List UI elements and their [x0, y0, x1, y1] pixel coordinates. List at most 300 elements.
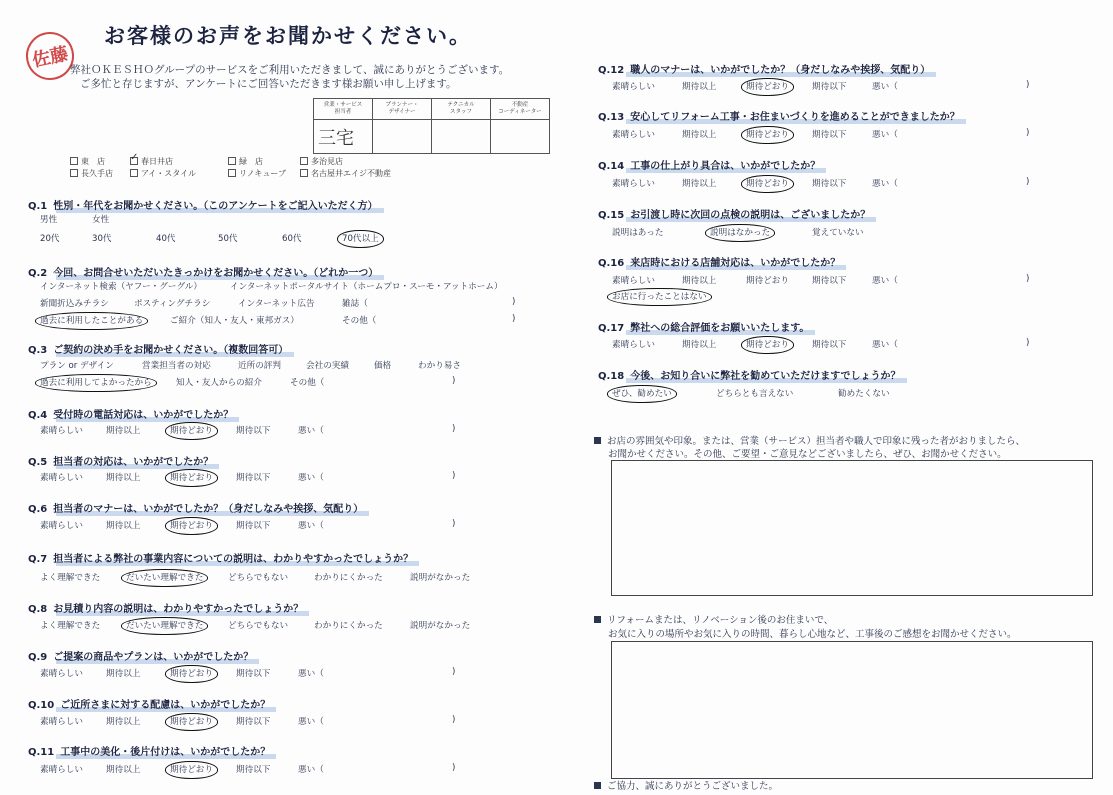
- answer-label: ): [1026, 128, 1030, 138]
- store-label: 名古屋井エイジ不動産: [311, 169, 391, 178]
- answer-option[interactable]: [682, 80, 716, 92]
- answer-label: 期待以下: [236, 426, 271, 436]
- hand-drawn-circle-icon: [165, 665, 218, 683]
- answer-label: ): [512, 297, 516, 307]
- answer-option[interactable]: [228, 619, 288, 631]
- store-label: リノキューブ: [239, 169, 286, 178]
- answer-option[interactable]: [682, 338, 716, 350]
- answer-label: 20代: [40, 234, 60, 244]
- answer-label: 新聞折込みチラシ: [40, 299, 109, 309]
- question-number: Q.13: [598, 112, 625, 123]
- answer-option[interactable]: [290, 376, 324, 388]
- staff-header-sales: 営業・サービス 担当者: [314, 99, 373, 120]
- answer-label: 期待以下: [236, 717, 271, 727]
- staff-value-technical[interactable]: [432, 120, 491, 154]
- store-checkbox[interactable]: [130, 152, 173, 167]
- answer-label: 悪い（: [872, 340, 898, 350]
- question-title: [598, 206, 870, 221]
- comment-box-1[interactable]: [611, 460, 1093, 596]
- answer-label: ): [1026, 338, 1030, 348]
- answer-label: 説明はなかった: [710, 228, 770, 238]
- answer-label: 素晴らしい: [40, 426, 83, 436]
- answer-option: [512, 297, 515, 307]
- answer-label: 期待以下: [236, 765, 271, 775]
- answer-option[interactable]: [218, 232, 238, 244]
- answer-option: [1026, 338, 1029, 348]
- hand-drawn-circle-icon: [741, 336, 794, 354]
- answer-label: どちらでもない: [228, 573, 289, 583]
- question-number: Q.5: [28, 457, 48, 468]
- hand-drawn-circle-icon: [35, 312, 148, 330]
- answer-option-selected[interactable]: [746, 80, 789, 92]
- question-title: [28, 406, 233, 421]
- answer-option[interactable]: [40, 519, 83, 531]
- answer-option[interactable]: [314, 619, 383, 631]
- answer-label: 期待以上: [106, 473, 141, 483]
- store-label: 東 店: [81, 157, 105, 166]
- answer-label: 説明はあった: [612, 228, 664, 238]
- question-number: Q.16: [598, 258, 625, 269]
- answer-label: ): [452, 424, 456, 434]
- comment-section-1-heading: [594, 433, 1025, 447]
- hand-drawn-circle-icon: [165, 422, 218, 440]
- answer-label: 説明がなかった: [410, 573, 471, 583]
- answer-option[interactable]: [612, 338, 655, 350]
- answer-label: 期待以上: [682, 276, 717, 286]
- answer-option-selected[interactable]: [170, 424, 213, 436]
- answer-option[interactable]: [236, 424, 270, 436]
- answer-label: 期待以上: [106, 669, 141, 679]
- answer-option[interactable]: [612, 226, 663, 238]
- answer-label: わかりにくかった: [314, 573, 383, 583]
- answer-option[interactable]: [236, 519, 270, 531]
- answer-label: 期待どおり: [170, 717, 213, 727]
- hand-drawn-circle-icon: [607, 288, 712, 306]
- answer-label: ): [452, 667, 456, 677]
- answer-label: 期待以下: [812, 82, 847, 92]
- question-title: [28, 453, 213, 468]
- intro-line-1: 弊社ＯＫＥＳＨＯグループのサービスをご利用いただきまして、誠にありがとうございます。: [70, 64, 510, 76]
- answer-option[interactable]: [40, 619, 100, 631]
- question-number: Q.17: [598, 323, 625, 334]
- answer-label: 営業担当者の対応: [142, 361, 211, 371]
- answer-label: 期待以上: [682, 82, 717, 92]
- answer-option[interactable]: [410, 619, 470, 631]
- answer-option[interactable]: [106, 763, 140, 775]
- answer-option[interactable]: [238, 359, 281, 371]
- question-text: 工事中の美化・後片付けは、いかがでしたか？: [60, 747, 271, 758]
- answer-label: 近所の評判: [238, 361, 281, 371]
- answer-option[interactable]: [306, 359, 349, 371]
- answer-option[interactable]: [872, 128, 898, 140]
- square-bullet-icon: [594, 782, 601, 789]
- checkbox-icon: [228, 169, 236, 177]
- checkbox-icon: [70, 169, 78, 177]
- answer-label: 悪い（: [298, 521, 324, 531]
- answer-option[interactable]: [410, 571, 470, 583]
- answer-label: 悪い（: [298, 717, 324, 727]
- answer-label: ぜひ、勧めたい: [612, 389, 672, 399]
- question-number: Q.8: [28, 604, 48, 615]
- answer-label: どちらでもない: [228, 621, 289, 631]
- question-text: ご提案の商品やプランは、いかがでしたか？: [53, 652, 254, 663]
- answer-option[interactable]: [40, 213, 57, 225]
- question-title: [28, 550, 413, 565]
- answer-label: よく理解できた: [40, 573, 101, 583]
- answer-label: 雑誌（: [342, 299, 368, 309]
- answer-label: 期待以下: [812, 276, 847, 286]
- answer-label: 素晴らしい: [40, 765, 83, 775]
- checkbox-icon: [70, 157, 78, 165]
- answer-option-selected[interactable]: [126, 571, 203, 583]
- answer-option[interactable]: [298, 471, 324, 483]
- hand-drawn-circle-icon: [35, 374, 157, 392]
- answer-option[interactable]: [418, 359, 461, 371]
- answer-label: 素晴らしい: [40, 521, 83, 531]
- answer-option[interactable]: [142, 359, 211, 371]
- answer-label: 悪い（: [298, 473, 324, 483]
- question-text: 今回、お問合せいただいたきっかけをお聞かせください。（どれか一つ）: [53, 268, 379, 279]
- answer-label: 素晴らしい: [40, 669, 83, 679]
- answer-label: 期待以上: [682, 340, 717, 350]
- answer-label: 素晴らしい: [40, 717, 83, 727]
- answer-option[interactable]: [176, 376, 262, 388]
- answer-option[interactable]: [40, 571, 100, 583]
- answer-label: 悪い（: [298, 669, 324, 679]
- store-checkbox[interactable]: [70, 168, 113, 179]
- answer-label: 期待以上: [106, 426, 141, 436]
- answer-option[interactable]: [872, 274, 898, 286]
- staff-value-realestate[interactable]: [491, 120, 550, 154]
- answer-label: 60代: [282, 234, 302, 244]
- store-checkbox[interactable]: [300, 168, 391, 179]
- answer-option[interactable]: [812, 226, 864, 238]
- answer-option[interactable]: [612, 128, 655, 140]
- answer-option-selected[interactable]: [746, 177, 789, 189]
- answer-label: 会社の実績: [306, 361, 349, 371]
- answer-label: 期待どおり: [170, 426, 213, 436]
- question-number: Q.6: [28, 504, 48, 515]
- answer-option[interactable]: [812, 128, 846, 140]
- answer-option: [512, 314, 515, 324]
- staff-header-technical: テクニカル スタッフ: [432, 99, 491, 120]
- answer-option[interactable]: [236, 763, 270, 775]
- hand-drawn-circle-icon: [165, 761, 218, 779]
- answer-label: ): [1026, 177, 1030, 187]
- answer-label: 素晴らしい: [612, 276, 655, 286]
- hand-drawn-circle-icon: [121, 569, 208, 587]
- answer-label: 期待以上: [682, 130, 717, 140]
- answer-option-selected[interactable]: [746, 338, 789, 350]
- answer-option-selected[interactable]: [40, 314, 143, 326]
- answer-option[interactable]: [282, 232, 302, 244]
- answer-option[interactable]: [612, 177, 655, 189]
- answer-option[interactable]: [342, 314, 376, 326]
- question-text: 受付時の電話対応は、いかがでしたか？: [53, 410, 234, 421]
- answer-option[interactable]: [612, 80, 655, 92]
- answer-label: ): [1026, 274, 1030, 284]
- answer-label: 50代: [218, 234, 238, 244]
- answer-label: 30代: [92, 234, 112, 244]
- answer-option[interactable]: [134, 297, 210, 309]
- store-label: 緑 店: [239, 157, 263, 166]
- answer-label: 期待以上: [106, 765, 141, 775]
- answer-label: 過去に利用してよかったから: [40, 378, 152, 388]
- comment-2-line-2: お気に入りの場所やお気に入りの時間、暮らし心地など、工事後のご感想をお聞かせください。: [608, 629, 1017, 640]
- question-text: 今後、お知り合いに弊社を勧めていただけますでしょうか？: [630, 371, 901, 382]
- answer-label: インターネット広告: [238, 299, 315, 309]
- answer-option[interactable]: [812, 338, 846, 350]
- answer-option-selected[interactable]: [170, 667, 213, 679]
- answer-label: 素晴らしい: [612, 340, 655, 350]
- answer-label: だいたい理解できた: [126, 621, 203, 631]
- answer-label: 期待どおり: [170, 473, 213, 483]
- question-title: [598, 319, 809, 334]
- store-label: 春日井店: [141, 157, 173, 166]
- answer-option[interactable]: [682, 274, 716, 286]
- answer-option[interactable]: [812, 80, 846, 92]
- answer-option-selected[interactable]: [746, 128, 789, 140]
- answer-option[interactable]: [298, 519, 324, 531]
- answer-option[interactable]: [812, 177, 846, 189]
- question-text: 工事の仕上がり具合は、いかがでしたか？: [630, 161, 821, 172]
- comment-section-2-heading: [594, 612, 833, 626]
- hand-drawn-circle-icon: [741, 126, 794, 144]
- answer-option[interactable]: [92, 213, 109, 225]
- answer-label: ): [452, 376, 456, 386]
- answer-label: 期待どおり: [170, 669, 213, 679]
- store-checkbox[interactable]: [228, 168, 286, 179]
- question-number: Q.4: [28, 410, 48, 421]
- staff-value-sales[interactable]: 三宅: [314, 120, 373, 154]
- answer-option-selected[interactable]: [170, 471, 213, 483]
- answer-option[interactable]: [92, 232, 112, 244]
- hand-drawn-circle-icon: [121, 617, 208, 635]
- answer-label: 説明がなかった: [410, 621, 471, 631]
- answer-label: 期待どおり: [746, 82, 789, 92]
- answer-option[interactable]: [106, 424, 140, 436]
- answer-label: 悪い（: [298, 765, 324, 775]
- staff-value-planner[interactable]: [373, 120, 432, 154]
- question-title: [28, 600, 303, 615]
- question-title: [598, 157, 820, 172]
- answer-label: 期待以下: [812, 340, 847, 350]
- hand-drawn-circle-icon: [607, 385, 677, 403]
- answer-option[interactable]: [872, 338, 898, 350]
- answer-label: ご紹介（知人・友人・東邦ガス）: [170, 316, 299, 326]
- answer-label: ): [1026, 80, 1030, 90]
- answer-option: [452, 763, 455, 773]
- answer-option: [1026, 274, 1029, 284]
- answer-option[interactable]: [342, 297, 368, 309]
- question-number: Q.14: [598, 161, 625, 172]
- answer-label: 悪い（: [872, 276, 898, 286]
- answer-label: ): [452, 763, 456, 773]
- answer-option[interactable]: [298, 763, 324, 775]
- question-title: [28, 264, 378, 279]
- staff-header-planner: プランナー・ デザイナー: [373, 99, 432, 120]
- answer-option[interactable]: [812, 274, 846, 286]
- square-bullet-icon: [594, 437, 601, 444]
- answer-option-selected[interactable]: [612, 290, 707, 302]
- answer-option-selected[interactable]: [342, 232, 379, 244]
- answer-label: 悪い（: [872, 82, 898, 92]
- answer-option[interactable]: [40, 232, 60, 244]
- answer-label: よく理解できた: [40, 621, 101, 631]
- answer-option-selected[interactable]: [170, 763, 213, 775]
- staff-table: [313, 98, 550, 154]
- answer-option[interactable]: [106, 715, 140, 727]
- page-title: お客様のお声をお聞かせください。: [104, 24, 472, 48]
- answer-option: [452, 471, 455, 481]
- answer-option-selected[interactable]: [126, 619, 203, 631]
- answer-option[interactable]: [228, 571, 288, 583]
- question-number: Q.7: [28, 554, 48, 565]
- answer-option-selected[interactable]: [612, 387, 672, 399]
- answer-option[interactable]: [612, 274, 655, 286]
- hand-drawn-circle-icon: [165, 469, 218, 487]
- store-checkbox[interactable]: [130, 168, 196, 179]
- answer-option[interactable]: [682, 128, 716, 140]
- answer-label: だいたい理解できた: [126, 573, 203, 583]
- answer-label: どちらとも言えない: [716, 389, 794, 399]
- answer-option-selected[interactable]: [170, 519, 213, 531]
- answer-option[interactable]: [106, 471, 140, 483]
- answer-option[interactable]: [230, 280, 503, 292]
- hand-drawn-circle-icon: [741, 175, 794, 193]
- staff-header-realestate: 不動産 コーディネーター: [491, 99, 550, 120]
- comment-box-2[interactable]: [611, 641, 1093, 779]
- answer-option[interactable]: [746, 274, 789, 286]
- answer-label: 素晴らしい: [612, 179, 655, 189]
- answer-option[interactable]: [236, 471, 270, 483]
- answer-option: [1026, 128, 1029, 138]
- store-checkbox[interactable]: [300, 156, 343, 167]
- question-title: [28, 696, 270, 711]
- answer-option[interactable]: [838, 387, 890, 399]
- checkbox-icon: [300, 169, 308, 177]
- question-text: ご近所さまに対する配慮は、いかがでしたか？: [60, 700, 271, 711]
- question-text: お引渡し時に次回の点検の説明は、ございましたか？: [630, 210, 871, 221]
- answer-option-selected[interactable]: [170, 715, 213, 727]
- answer-option[interactable]: [106, 519, 140, 531]
- answer-option[interactable]: [40, 763, 83, 775]
- question-number: Q.10: [28, 700, 55, 711]
- hand-drawn-circle-icon: [165, 713, 218, 731]
- question-text: 来店時における店舗対応は、いかがでしたか？: [630, 258, 841, 269]
- question-number: Q.18: [598, 371, 625, 382]
- check-mark-icon: ✓: [130, 152, 139, 163]
- answer-option[interactable]: [40, 667, 83, 679]
- answer-label: 素晴らしい: [40, 473, 83, 483]
- answer-label: ): [452, 715, 456, 725]
- question-title: [28, 648, 253, 663]
- question-text: 担当者による弊社の事業内容についての説明は、わかりやすかったでしょうか？: [53, 554, 414, 565]
- question-number: Q.12: [598, 65, 625, 76]
- answer-option[interactable]: [40, 424, 83, 436]
- answer-label: 期待以下: [812, 130, 847, 140]
- answer-option: [452, 519, 455, 529]
- answer-option[interactable]: [40, 715, 83, 727]
- answer-option[interactable]: [872, 80, 898, 92]
- answer-label: 期待以下: [236, 521, 271, 531]
- question-title: [28, 743, 270, 758]
- store-checkbox[interactable]: [70, 156, 105, 167]
- checkbox-icon: [130, 169, 138, 177]
- answer-label: 過去に利用したことがある: [40, 316, 143, 326]
- answer-option[interactable]: [374, 359, 391, 371]
- answer-option[interactable]: [170, 314, 299, 326]
- question-number: Q.15: [598, 210, 625, 221]
- answer-label: 素晴らしい: [612, 82, 655, 92]
- answer-label: 女性: [92, 215, 110, 225]
- answer-label: 40代: [156, 234, 176, 244]
- answer-option-selected[interactable]: [40, 376, 152, 388]
- answer-option[interactable]: [236, 715, 270, 727]
- question-text: 担当者の対応は、いかがでしたか？: [53, 457, 214, 468]
- question-text: お見積り内容の説明は、わかりやすかったでしょうか？: [53, 604, 304, 615]
- answer-label: 期待以下: [236, 669, 271, 679]
- answer-label: その他（: [342, 316, 377, 326]
- answer-option[interactable]: [40, 471, 83, 483]
- answer-label: その他（: [290, 378, 325, 388]
- answer-option[interactable]: [156, 232, 176, 244]
- answer-label: 悪い（: [872, 130, 898, 140]
- answer-option[interactable]: [236, 667, 270, 679]
- answer-option[interactable]: [40, 280, 202, 292]
- answer-label: 期待以下: [812, 179, 847, 189]
- answer-option[interactable]: [314, 571, 383, 583]
- hand-drawn-circle-icon: [337, 230, 384, 248]
- question-title: [28, 500, 363, 515]
- answer-option[interactable]: [40, 359, 114, 371]
- answer-option[interactable]: [716, 387, 793, 399]
- store-label: 多治見店: [311, 157, 343, 166]
- thanks-text: ご協力、誠にありがとうございました。: [607, 781, 779, 792]
- answer-label: 期待以下: [236, 473, 271, 483]
- answer-option[interactable]: [40, 297, 109, 309]
- question-title: [598, 254, 840, 269]
- comment-1-line-2: お聞かせください。その他、ご要望・ご意見などございましたら、ぜひ、お聞かせください。: [608, 449, 1007, 460]
- question-text: 職人のマナーは、いかがでしたか？（身だしなみや挨拶、気配り）: [630, 65, 931, 76]
- answer-option[interactable]: [298, 667, 324, 679]
- answer-label: 期待どおり: [170, 765, 213, 775]
- answer-option[interactable]: [298, 715, 324, 727]
- hand-drawn-circle-icon: [741, 78, 794, 96]
- answer-option[interactable]: [682, 177, 716, 189]
- answer-option-selected[interactable]: [710, 226, 770, 238]
- store-label: アイ・スタイル: [141, 169, 197, 178]
- hanko-stamp: 佐藤: [22, 28, 79, 85]
- answer-option[interactable]: [298, 424, 324, 436]
- intro-line-2: ご多忙と存じますが、アンケートにご回答いただきます様お願い申し上げます。: [80, 78, 457, 90]
- question-number: Q.3: [28, 345, 48, 356]
- thanks-line: [594, 778, 778, 792]
- answer-label: ): [512, 314, 516, 324]
- answer-label: 期待以上: [682, 179, 717, 189]
- question-title: [598, 108, 960, 123]
- answer-option[interactable]: [872, 177, 898, 189]
- answer-label: 70代以上: [342, 234, 379, 244]
- answer-option: [452, 376, 455, 386]
- answer-option[interactable]: [106, 667, 140, 679]
- answer-option: [452, 715, 455, 725]
- answer-label: 悪い（: [298, 426, 324, 436]
- store-label: 長久手店: [81, 169, 113, 178]
- answer-label: 知人・友人からの紹介: [176, 378, 262, 388]
- store-checkbox[interactable]: [228, 156, 263, 167]
- answer-option[interactable]: [238, 297, 315, 309]
